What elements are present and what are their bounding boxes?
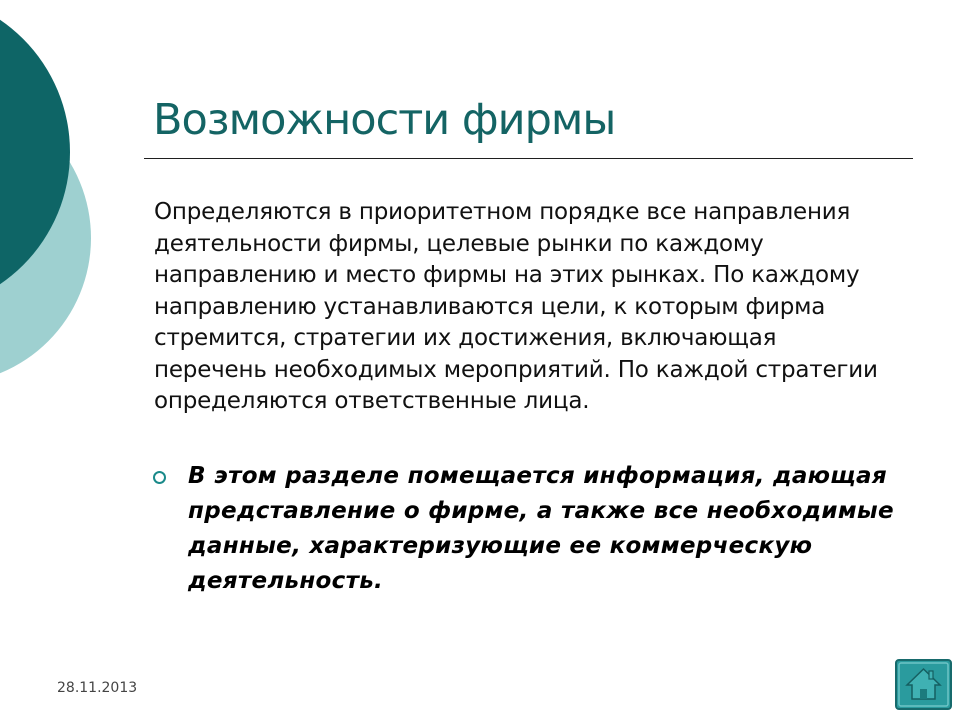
bullet-circle-icon: [153, 471, 166, 484]
home-icon: [895, 659, 952, 710]
footer-date: 28.11.2013: [57, 680, 138, 696]
decorative-circles: [0, 0, 120, 400]
home-button[interactable]: [895, 659, 952, 710]
bullet-text: В этом разделе помещается информация, дающая представление о фирме, а также все необходимые данные, характеризующие ее коммерческую деятельность.: [188, 463, 894, 594]
title-divider: [144, 158, 913, 159]
body-paragraph: Определяются в приоритетном порядке все направления деятельности фирмы, целевые рынки по каждому направлению и место фирмы на этих рынках. По каждому направлению устанавливаются цели, к которым фирма стремится, стратегии их достижения, включающая перечень необходимых мероприятий. По каждой стратегии определяются ответственные лица.: [154, 199, 878, 414]
slide-title: Возможности фирмы: [153, 95, 616, 145]
